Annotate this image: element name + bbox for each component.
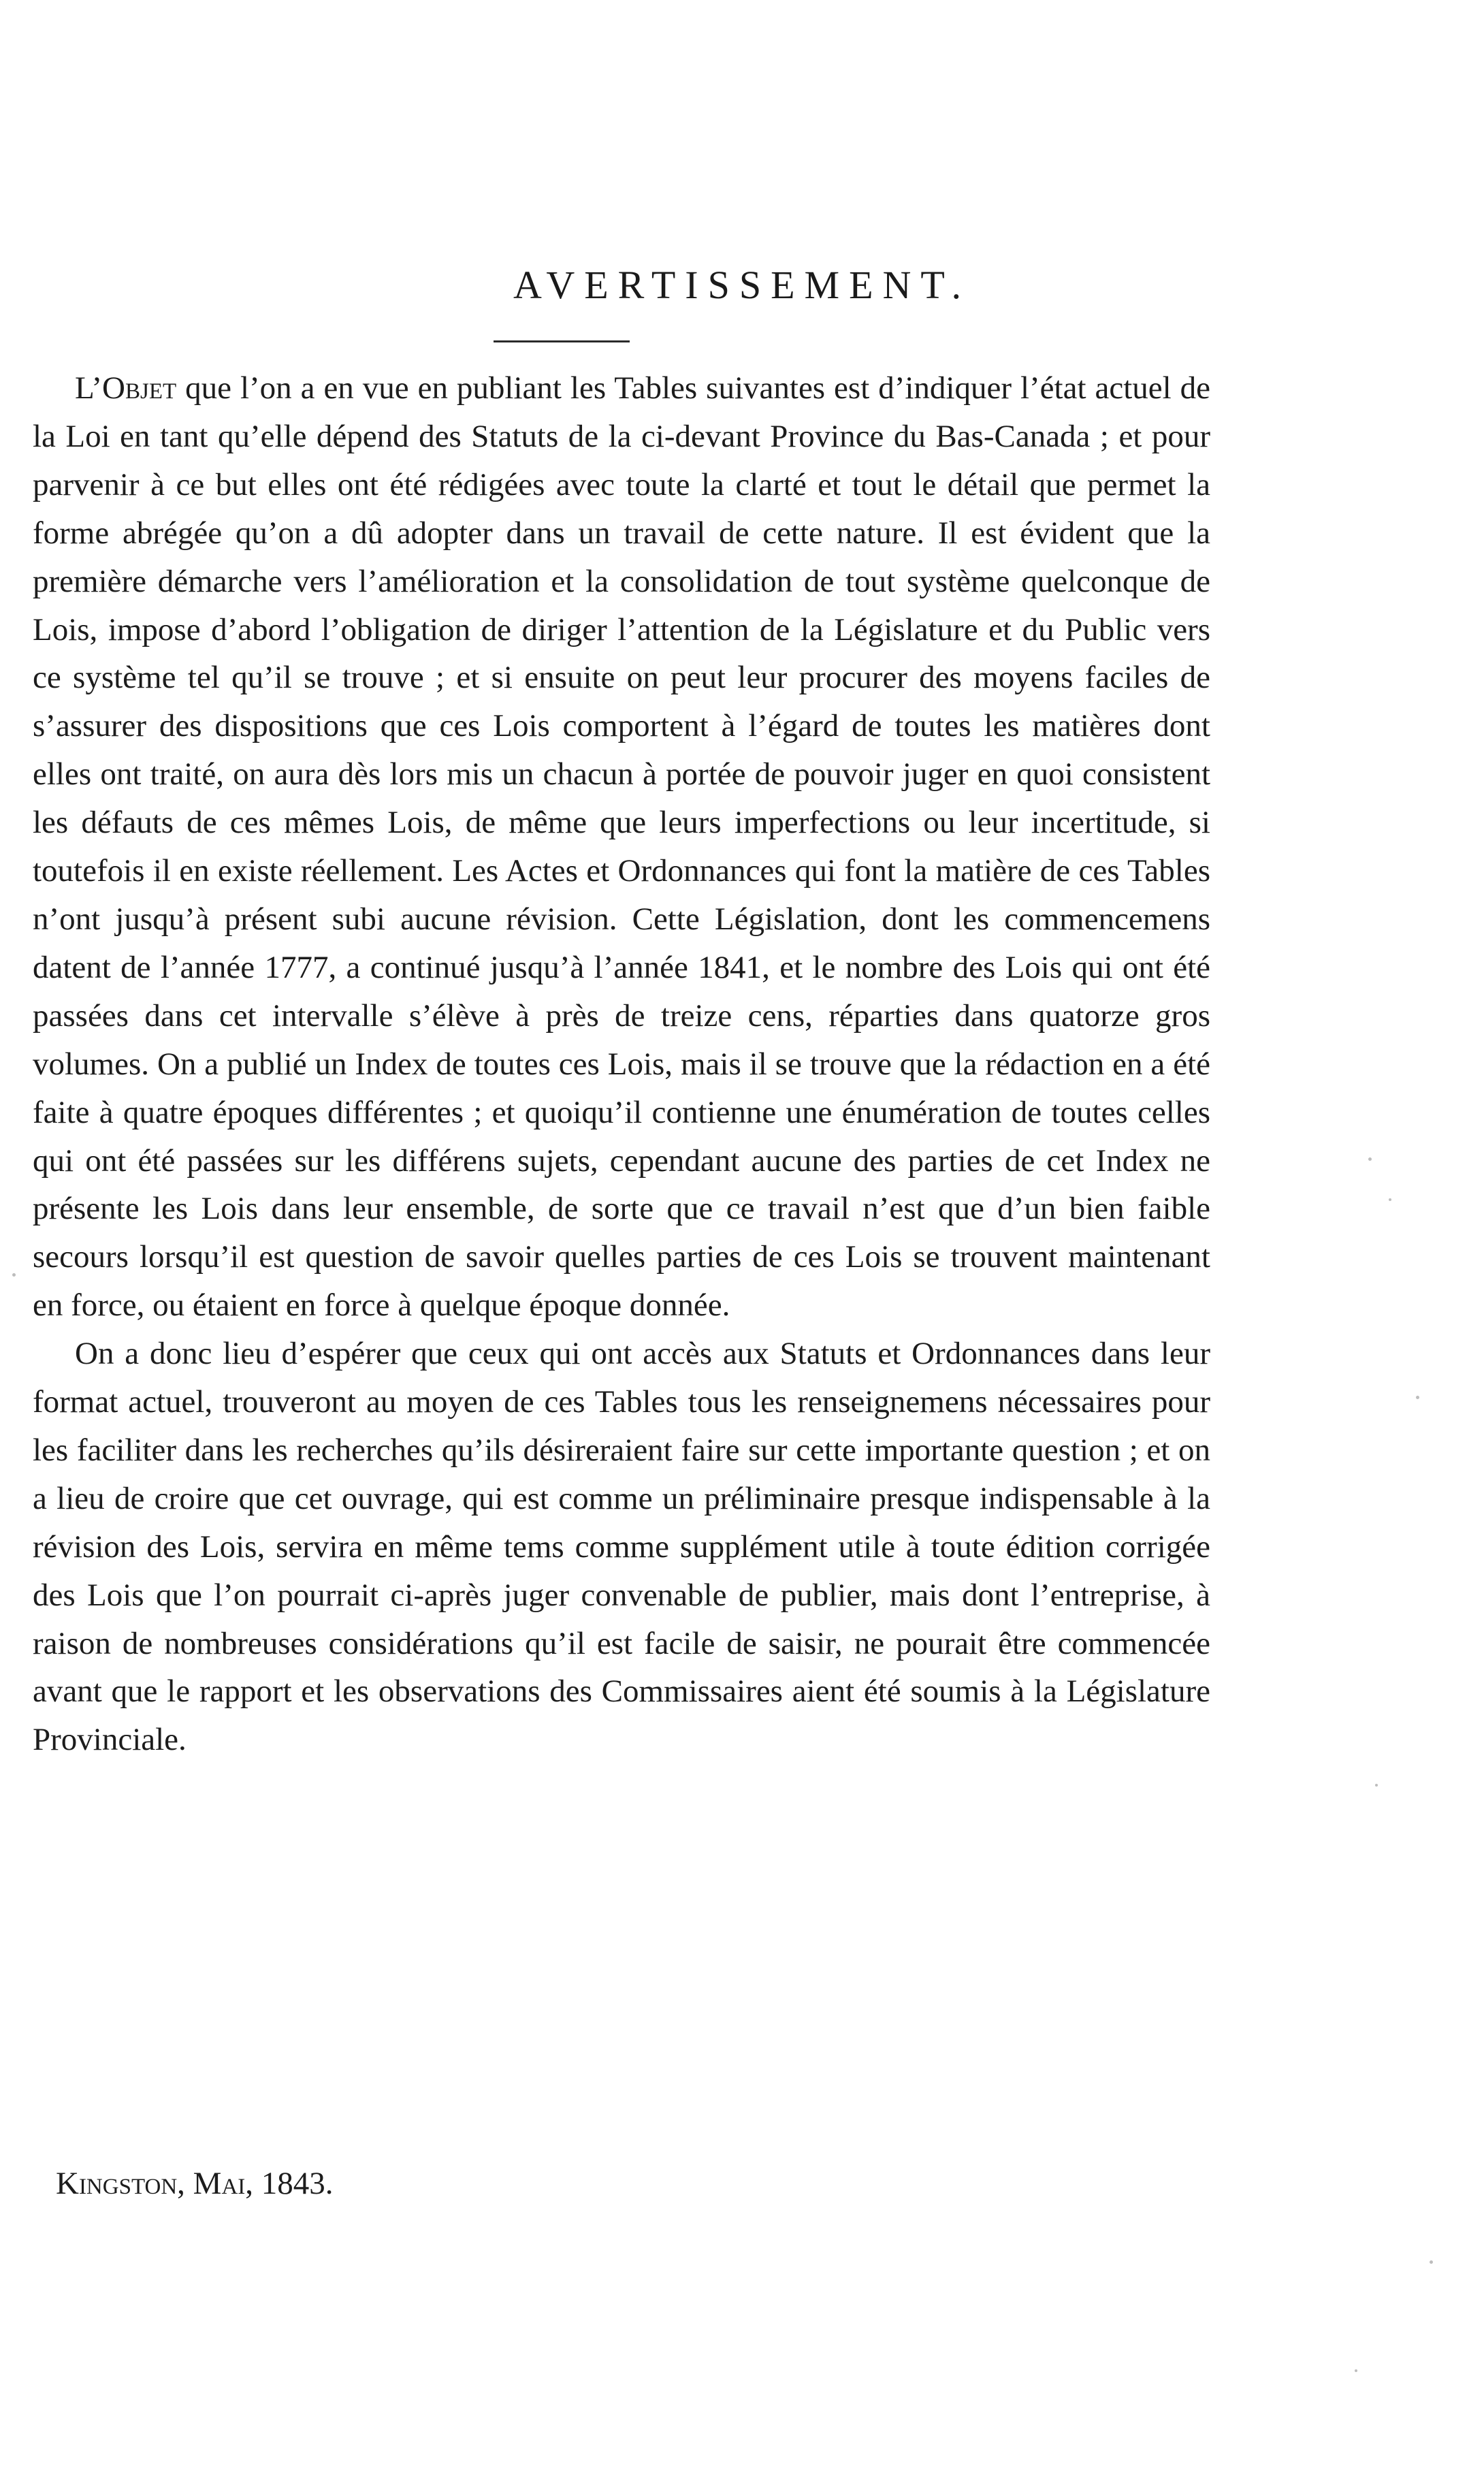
paragraph-1 bbox=[33, 364, 1210, 1330]
print-speck bbox=[1368, 1157, 1372, 1161]
print-speck bbox=[1430, 2260, 1433, 2264]
title-underline bbox=[494, 340, 630, 342]
print-speck bbox=[1355, 2369, 1357, 2372]
signature-line: Kingston, Mai, 1843. bbox=[56, 2166, 334, 2201]
paragraph-1-text: que l’on a en vue en publiant les Tables suivantes est d’indiquer l’état actuel de la Loi en tant qu’elle dépend des Statuts de la ci-devant Province du Bas-Canada ; et pour parvenir à ce but elles ont été rédigées avec toute la clarté et tout le détail que permet la forme abrégée qu’on a dû adopter dans un travail de cette nature. Il est évident que la première démarche vers l’amélioration et la consolidation de tout système quelconque de Lois, impose d’abord l’obligation de diriger l’attention de la Législature et du Public vers ce système tel qu’il se trouve ; et si ensuite on peut leur procurer des moyens faciles de s’assurer des dispositions que ces Lois comportent à l’égard de toutes les matières dont elles ont traité, on aura dès lors mis un chacun à portée de pouvoir juger en quoi consistent les défauts de ces mêmes Lois, de même que leurs imperfections ou leur incertitude, si toutefois il en existe réellement. Les Actes et Ordonnances qui font la matière de ces Tables n’ont jusqu’à présent subi aucune révision. Cette Législation, dont les commencemens datent de l’année 1777, a continué jusqu’à l’année 1841, et le nombre des Lois qui ont été passées dans cet intervalle s’élève à près de treize cens, réparties dans quatorze gros volumes. On a publié un Index de toutes ces Lois, mais il se trouve que la rédaction en a été faite à quatre époques différentes ; et quoiqu’il contienne une énumération de toutes celles qui ont été passées sur les différens sujets, cependant aucune des parties de cet Index ne présente les Lois dans leur ensemble, de sorte que ce travail n’est que d’un bien faible secours lorsqu’il est question de savoir quelles parties de ces Lois se trouvent maintenant en force, ou étaient en force à quelque époque donnée. bbox=[33, 370, 1210, 1324]
print-speck bbox=[1416, 1396, 1419, 1399]
document-title: AVERTISSEMENT. bbox=[513, 263, 971, 307]
document-body bbox=[33, 364, 1210, 1764]
print-speck bbox=[1375, 1784, 1378, 1787]
lead-word: L’Objet bbox=[75, 370, 177, 406]
print-speck bbox=[12, 1273, 16, 1277]
print-speck bbox=[1389, 1198, 1391, 1201]
paragraph-2: On a donc lieu d’espérer que ceux qui ont accès aux Statuts et Ordonnances dans leur format actuel, trouveront au moyen de ces Tables tous les renseignemens nécessaires pour les faciliter dans les recherches qu’ils désireraient faire sur cette importante question ; et on a lieu de croire que cet ouvrage, qui est comme un préliminaire presque indispensable à la révision des Lois, servira en même tems comme supplément utile à toute édition corrigée des Lois que l’on pourrait ci-après juger convenable de publier, mais dont l’entreprise, à raison de nombreuses considérations qu’il est facile de saisir, ne pourait être commencée avant que le rapport et les observations des Commissaires aient été soumis à la Législature Provinciale. bbox=[33, 1336, 1210, 1758]
